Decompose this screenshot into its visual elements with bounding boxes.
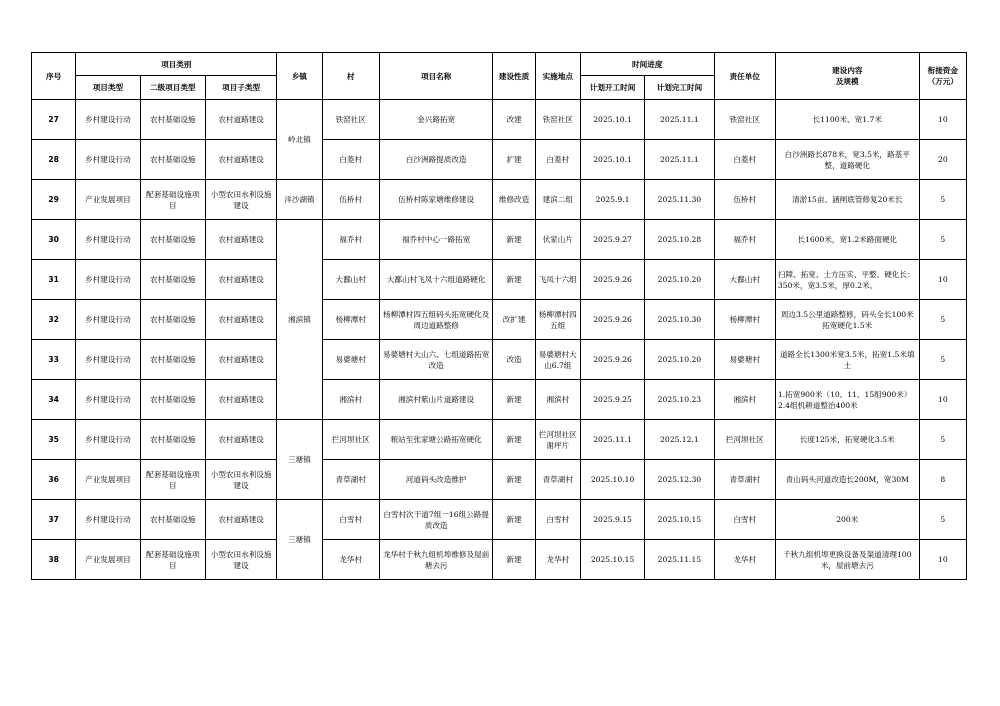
cell-content: 白沙洲路长878米，宽3.5米，路基平整，道路硬化 xyxy=(775,140,919,180)
cell-content: 清淤15亩、涵闸底管修复20米长 xyxy=(775,180,919,220)
cell-nature: 改建 xyxy=(493,100,535,140)
cell-type1: 产业发展项目 xyxy=(76,460,140,500)
cell-location: 铁窑社区 xyxy=(535,100,580,140)
col-header-location: 实施地点 xyxy=(535,53,580,100)
cell-type2: 农村基础设施 xyxy=(140,380,205,420)
cell-start: 2025.9.26 xyxy=(580,260,644,300)
cell-unit: 伍桥村 xyxy=(714,180,775,220)
cell-type2: 农村基础设施 xyxy=(140,420,205,460)
cell-funds: 10 xyxy=(919,100,966,140)
cell-type3: 农村道路建设 xyxy=(205,380,276,420)
cell-village: 福乔村 xyxy=(322,220,379,260)
cell-village: 青草湖村 xyxy=(322,460,379,500)
cell-location: 湘滨村 xyxy=(535,380,580,420)
cell-nature: 改扩建 xyxy=(493,300,535,340)
cell-type2: 配套基础设施项目 xyxy=(140,180,205,220)
cell-project-name: 易婆塘村大山六、七组道路拓宽改造 xyxy=(379,340,493,380)
cell-type3: 农村道路建设 xyxy=(205,220,276,260)
cell-start: 2025.11.1 xyxy=(580,420,644,460)
header-row-1 xyxy=(32,53,967,76)
cell-village: 龙华村 xyxy=(322,540,379,580)
cell-location: 伏家山片 xyxy=(535,220,580,260)
cell-type3: 农村道路建设 xyxy=(205,340,276,380)
cell-project-name: 白雪村次干道7组一16组公路提质改造 xyxy=(379,500,493,540)
cell-type2: 配套基础设施项目 xyxy=(140,540,205,580)
table-row xyxy=(32,220,967,260)
col-header-unit: 责任单位 xyxy=(714,53,775,100)
col-header-nature: 建设性质 xyxy=(493,53,535,100)
cell-type3: 农村道路建设 xyxy=(205,100,276,140)
cell-type1: 乡村建设行动 xyxy=(76,300,140,340)
table-row xyxy=(32,500,967,540)
cell-type3: 农村道路建设 xyxy=(205,260,276,300)
cell-project-name: 白沙洲路提质改造 xyxy=(379,140,493,180)
cell-type2: 农村基础设施 xyxy=(140,220,205,260)
cell-project-name: 伍桥村陈家塘维修建设 xyxy=(379,180,493,220)
cell-type2: 配套基础设施项目 xyxy=(140,460,205,500)
table-row xyxy=(32,380,967,420)
cell-location: 白菱村 xyxy=(535,140,580,180)
col-header-type3: 项目子类型 xyxy=(205,76,276,100)
cell-content: 长1600米，宽1.2米路面硬化 xyxy=(775,220,919,260)
cell-content: 扫障、拓宽、土方压实、平整、硬化长：350米，宽3.5米，厚0.2米。 xyxy=(775,260,919,300)
cell-funds: 5 xyxy=(919,500,966,540)
cell-village: 易婆塘村 xyxy=(322,340,379,380)
cell-type3: 小型农田水利设施建设 xyxy=(205,180,276,220)
cell-type1: 乡村建设行动 xyxy=(76,340,140,380)
cell-unit: 拦河坝社区 xyxy=(714,420,775,460)
cell-nature: 新建 xyxy=(493,380,535,420)
cell-end: 2025.10.20 xyxy=(645,340,714,380)
cell-project-name: 湘滨村紫山片道路建设 xyxy=(379,380,493,420)
cell-type3: 小型农田水利设施建设 xyxy=(205,540,276,580)
table-row xyxy=(32,300,967,340)
cell-funds: 5 xyxy=(919,220,966,260)
table-row xyxy=(32,140,967,180)
cell-funds: 8 xyxy=(919,460,966,500)
funds-header-line1: 衔接资金 xyxy=(927,66,958,75)
col-header-seq: 序号 xyxy=(32,53,76,100)
col-header-name: 项目名称 xyxy=(379,53,493,100)
col-header-town: 乡镇 xyxy=(277,53,322,100)
cell-type2: 农村基础设施 xyxy=(140,500,205,540)
cell-start: 2025.10.15 xyxy=(580,540,644,580)
cell-type3: 农村道路建设 xyxy=(205,300,276,340)
cell-project-name: 杨柳潭村四五组码头拓宽硬化及周边道路整修 xyxy=(379,300,493,340)
cell-content: 千秋九组机埠更换设备及渠道清理100米，屋前塘去污 xyxy=(775,540,919,580)
cell-village: 大鄱山村 xyxy=(322,260,379,300)
cell-type2: 农村基础设施 xyxy=(140,300,205,340)
cell-town: 洋沙湖镇 xyxy=(277,180,322,220)
cell-project-name: 粮站至张家塘公路拓宽硬化 xyxy=(379,420,493,460)
cell-funds: 20 xyxy=(919,140,966,180)
cell-type2: 农村基础设施 xyxy=(140,100,205,140)
cell-type2: 农村基础设施 xyxy=(140,340,205,380)
cell-seq: 38 xyxy=(32,540,76,580)
funds-header-line2: （万元） xyxy=(927,77,958,86)
cell-funds: 5 xyxy=(919,300,966,340)
cell-location: 建滨二组 xyxy=(535,180,580,220)
cell-unit: 杨柳潭村 xyxy=(714,300,775,340)
cell-nature: 扩建 xyxy=(493,140,535,180)
cell-seq: 33 xyxy=(32,340,76,380)
cell-nature: 新建 xyxy=(493,260,535,300)
content-header-line2: 及规模 xyxy=(835,77,859,86)
cell-location: 白雪村 xyxy=(535,500,580,540)
cell-start: 2025.9.1 xyxy=(580,180,644,220)
cell-type2: 农村基础设施 xyxy=(140,140,205,180)
project-table xyxy=(31,52,967,580)
cell-village: 杨柳潭村 xyxy=(322,300,379,340)
cell-nature: 改造 xyxy=(493,340,535,380)
cell-seq: 28 xyxy=(32,140,76,180)
cell-type1: 乡村建设行动 xyxy=(76,500,140,540)
cell-unit: 铁窑社区 xyxy=(714,100,775,140)
col-header-schedule: 时间进度 xyxy=(580,53,714,76)
cell-town: 湘滨镇 xyxy=(277,220,322,420)
cell-location: 易婆塘村大山6.7组 xyxy=(535,340,580,380)
cell-location: 杨柳潭村四五组 xyxy=(535,300,580,340)
col-header-start: 计划开工时间 xyxy=(580,76,644,100)
cell-content: 长1100米、宽1.7米 xyxy=(775,100,919,140)
cell-project-name: 大鄱山村飞凤十六组道路硬化 xyxy=(379,260,493,300)
col-header-type2: 二级项目类型 xyxy=(140,76,205,100)
cell-village: 白雪村 xyxy=(322,500,379,540)
cell-end: 2025.11.30 xyxy=(645,180,714,220)
cell-nature: 新建 xyxy=(493,500,535,540)
cell-type3: 农村道路建设 xyxy=(205,420,276,460)
cell-end: 2025.11.1 xyxy=(645,140,714,180)
cell-funds: 5 xyxy=(919,420,966,460)
cell-content: 长度125米，拓宽硬化3.5米 xyxy=(775,420,919,460)
cell-start: 2025.9.25 xyxy=(580,380,644,420)
table-row xyxy=(32,260,967,300)
cell-type1: 乡村建设行动 xyxy=(76,140,140,180)
cell-unit: 白雪村 xyxy=(714,500,775,540)
cell-seq: 37 xyxy=(32,500,76,540)
cell-town: 三塘镇 xyxy=(277,500,322,580)
cell-town: 三塘镇 xyxy=(277,420,322,500)
cell-project-name: 金兴路拓宽 xyxy=(379,100,493,140)
cell-funds: 10 xyxy=(919,540,966,580)
cell-start: 2025.9.26 xyxy=(580,340,644,380)
cell-nature: 新建 xyxy=(493,540,535,580)
cell-nature: 新建 xyxy=(493,420,535,460)
cell-content: 道路全长1300米宽3.5米，拓宽1.5米填土 xyxy=(775,340,919,380)
col-header-type1: 项目类型 xyxy=(76,76,140,100)
cell-start: 2025.10.1 xyxy=(580,140,644,180)
cell-funds: 10 xyxy=(919,380,966,420)
cell-type1: 产业发展项目 xyxy=(76,180,140,220)
cell-unit: 福乔村 xyxy=(714,220,775,260)
cell-location: 龙华村 xyxy=(535,540,580,580)
table-row xyxy=(32,180,967,220)
cell-funds: 5 xyxy=(919,180,966,220)
table-row xyxy=(32,420,967,460)
cell-type1: 乡村建设行动 xyxy=(76,100,140,140)
cell-start: 2025.10.10 xyxy=(580,460,644,500)
cell-type1: 乡村建设行动 xyxy=(76,420,140,460)
cell-nature: 维修改造 xyxy=(493,180,535,220)
cell-location: 飞凤十六组 xyxy=(535,260,580,300)
col-header-content xyxy=(775,53,919,100)
cell-funds: 5 xyxy=(919,340,966,380)
cell-funds: 10 xyxy=(919,260,966,300)
cell-type3: 小型农田水利设施建设 xyxy=(205,460,276,500)
cell-location: 拦河坝社区谢坪片 xyxy=(535,420,580,460)
cell-type3: 农村道路建设 xyxy=(205,500,276,540)
cell-type2: 农村基础设施 xyxy=(140,260,205,300)
cell-unit: 易婆塘村 xyxy=(714,340,775,380)
cell-seq: 35 xyxy=(32,420,76,460)
cell-type1: 产业发展项目 xyxy=(76,540,140,580)
cell-start: 2025.9.26 xyxy=(580,300,644,340)
cell-village: 湘滨村 xyxy=(322,380,379,420)
cell-seq: 31 xyxy=(32,260,76,300)
cell-village: 拦河坝社区 xyxy=(322,420,379,460)
table-row xyxy=(32,340,967,380)
cell-town: 岭北镇 xyxy=(277,100,322,180)
cell-end: 2025.10.30 xyxy=(645,300,714,340)
cell-seq: 32 xyxy=(32,300,76,340)
cell-end: 2025.12.1 xyxy=(645,420,714,460)
cell-start: 2025.9.15 xyxy=(580,500,644,540)
table-row xyxy=(32,460,967,500)
cell-seq: 36 xyxy=(32,460,76,500)
cell-unit: 青草湖村 xyxy=(714,460,775,500)
cell-end: 2025.12.30 xyxy=(645,460,714,500)
cell-village: 白菱村 xyxy=(322,140,379,180)
cell-type1: 乡村建设行动 xyxy=(76,380,140,420)
cell-end: 2025.11.15 xyxy=(645,540,714,580)
cell-end: 2025.10.28 xyxy=(645,220,714,260)
cell-seq: 30 xyxy=(32,220,76,260)
cell-content: 200米 xyxy=(775,500,919,540)
cell-village: 伍桥村 xyxy=(322,180,379,220)
content-header-line1: 建设内容 xyxy=(832,66,863,75)
cell-project-name: 福乔村中心一路拓宽 xyxy=(379,220,493,260)
cell-type3: 农村道路建设 xyxy=(205,140,276,180)
cell-content: 1.拓宽900米（10、11、15组900米） 2.4组机耕道整治400米 xyxy=(775,380,919,420)
col-header-category: 项目类别 xyxy=(76,53,277,76)
cell-content: 青山码头河道改造长200M，宽30M xyxy=(775,460,919,500)
col-header-end: 计划完工时间 xyxy=(645,76,714,100)
cell-location: 青草湖村 xyxy=(535,460,580,500)
cell-end: 2025.11.1 xyxy=(645,100,714,140)
cell-unit: 大鄱山村 xyxy=(714,260,775,300)
cell-unit: 湘滨村 xyxy=(714,380,775,420)
cell-end: 2025.10.20 xyxy=(645,260,714,300)
col-header-village: 村 xyxy=(322,53,379,100)
cell-project-name: 河道码头改造维护 xyxy=(379,460,493,500)
cell-type1: 乡村建设行动 xyxy=(76,220,140,260)
cell-content: 周边3.5公里道路整修，码头全长100米拓宽硬化1.5米 xyxy=(775,300,919,340)
cell-start: 2025.9.27 xyxy=(580,220,644,260)
cell-unit: 龙华村 xyxy=(714,540,775,580)
cell-project-name: 龙华村千秋九组机埠维修及屋前塘去污 xyxy=(379,540,493,580)
cell-village: 铁窑社区 xyxy=(322,100,379,140)
cell-unit: 白菱村 xyxy=(714,140,775,180)
cell-end: 2025.10.23 xyxy=(645,380,714,420)
cell-end: 2025.10.15 xyxy=(645,500,714,540)
cell-seq: 34 xyxy=(32,380,76,420)
cell-type1: 乡村建设行动 xyxy=(76,260,140,300)
cell-start: 2025.10.1 xyxy=(580,100,644,140)
cell-nature: 新建 xyxy=(493,220,535,260)
table-row xyxy=(32,100,967,140)
table-row xyxy=(32,540,967,580)
cell-nature: 新建 xyxy=(493,460,535,500)
cell-seq: 27 xyxy=(32,100,76,140)
cell-seq: 29 xyxy=(32,180,76,220)
col-header-funds xyxy=(919,53,966,100)
